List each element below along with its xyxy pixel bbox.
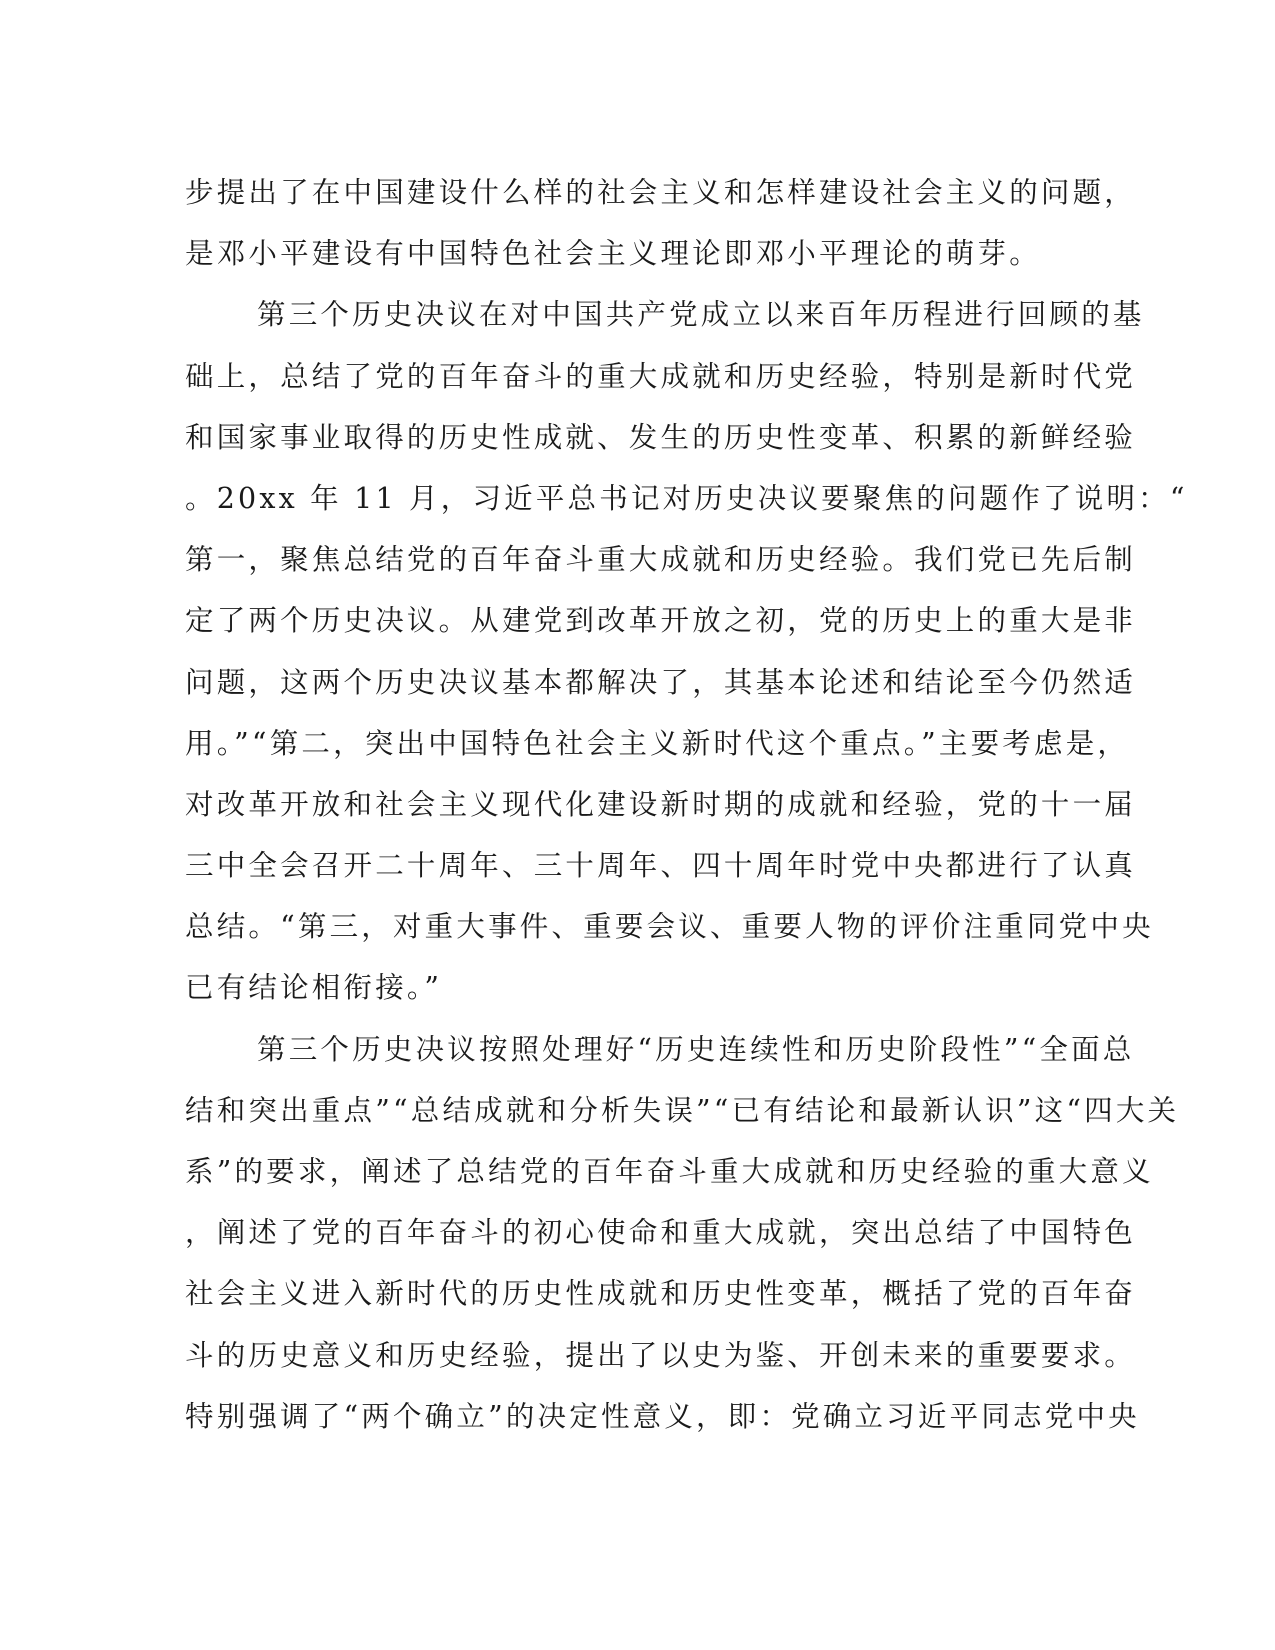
text-line: 步提出了在中国建设什么样的社会主义和怎样建设社会主义的问题， xyxy=(185,176,1137,209)
text-line: 和国家事业取得的历史性成就、发生的历史性变革、积累的新鲜经验 xyxy=(185,420,1137,454)
text-line: 总结。“第三，对重大事件、重要会议、重要人物的评价注重同党中央 xyxy=(185,910,1154,944)
text-line: 系”的要求，阐述了总结党的百年奋斗重大成就和历史经验的重大意义 xyxy=(185,1155,1154,1188)
text-line: 础上，总结了党的百年奋斗的重大成就和历史经验，特别是新时代党 xyxy=(185,359,1137,393)
text-line: 用。”“第二，突出中国特色社会主义新时代这个重点。”主要考虑是， xyxy=(185,726,1130,760)
text-line: 特别强调了“两个确立”的决定性意义，即：党确立习近平同志党中央 xyxy=(185,1399,1140,1433)
text-line: 对改革开放和社会主义现代化建设新时期的成就和经验，党的十一届 xyxy=(185,787,1137,821)
text-line: ，阐述了党的百年奋斗的初心使命和重大成就，突出总结了中国特色 xyxy=(185,1216,1137,1250)
text-line: 是邓小平建设有中国特色社会主义理论即邓小平理论的萌芽。 xyxy=(185,237,1041,271)
text-line: 三中全会召开二十周年、三十周年、四十周年时党中央都进行了认真 xyxy=(185,849,1137,883)
text-line: 社会主义进入新时代的历史性成就和历史性变革，概括了党的百年奋 xyxy=(185,1277,1137,1311)
text-line: 。20xx 年 11 月，习近平总书记对历史决议要聚焦的问题作了说明：“ xyxy=(185,481,1188,515)
paragraph-start-line: 第三个历史决议在对中国共产党成立以来百年历程进行回顾的基 xyxy=(257,298,1145,332)
text-line: 斗的历史意义和历史经验，提出了以史为鉴、开创未来的重要要求。 xyxy=(185,1338,1137,1372)
text-line: 已有结论相衔接。” xyxy=(185,971,443,1005)
text-line: 结和突出重点”“总结成就和分析失误”“已有结论和最新认识”这“四大关 xyxy=(185,1093,1180,1127)
document-body xyxy=(185,162,1188,1447)
text-line: 第一，聚焦总结党的百年奋斗重大成就和历史经验。我们党已先后制 xyxy=(185,543,1137,577)
text-line: 问题，这两个历史决议基本都解决了，其基本论述和结论至今仍然适 xyxy=(185,665,1137,699)
paragraph-start-line: 第三个历史决议按照处理好“历史连续性和历史阶段性”“全面总 xyxy=(257,1032,1135,1066)
text-line: 定了两个历史决议。从建党到改革开放之初，党的历史上的重大是非 xyxy=(185,604,1137,638)
